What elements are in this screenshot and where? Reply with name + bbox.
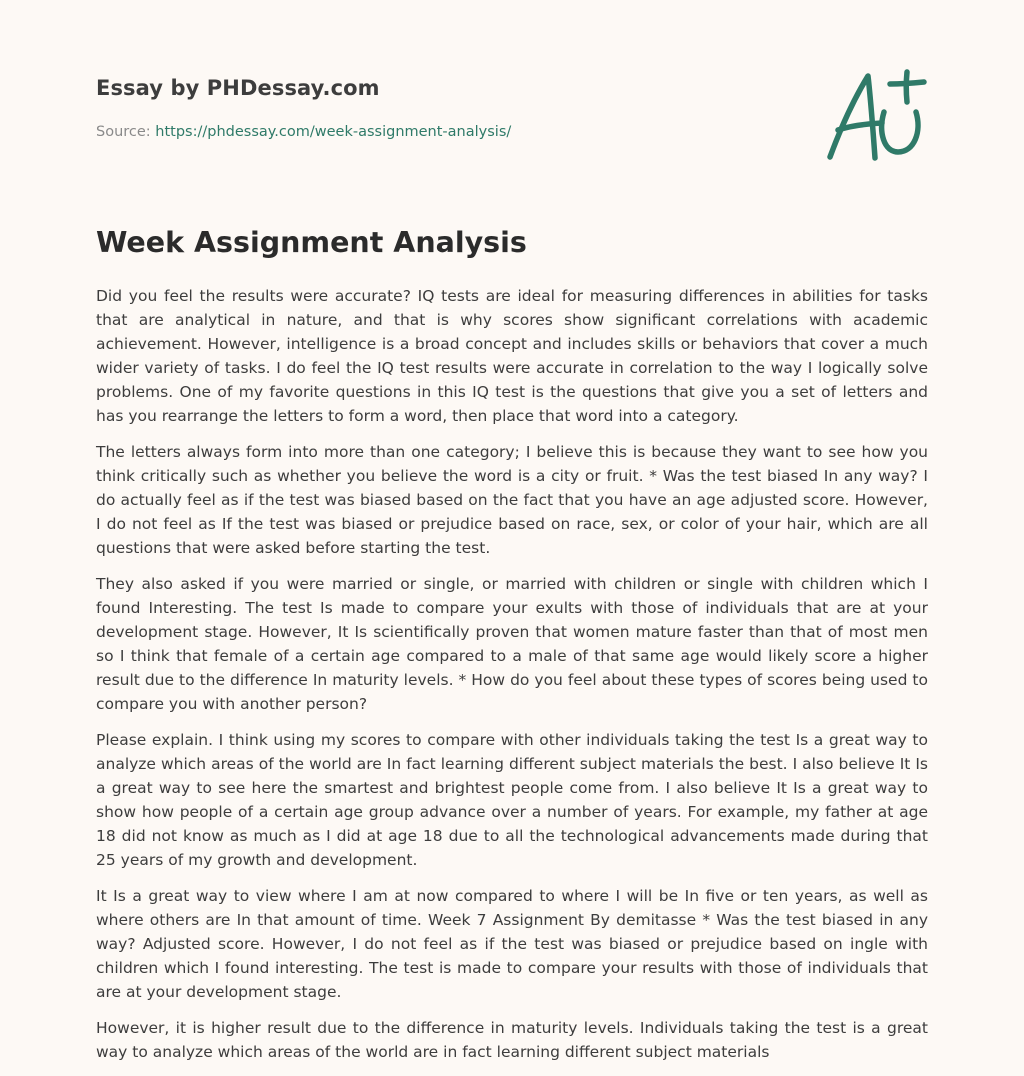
essay-paragraph: The letters always form into more than one category; I believe this is because they want to see how you think critically such as whether you believe the word is a city or fruit. * Was the test biased In any way? I do actually feel as if the test was biased based on the fact that you have an age adjusted score. However, I do not feel as If the test was biased or prejudice based on race, sex, or color of your hair, which are all questions that were asked before starting the test. <box>96 443 928 557</box>
essay-paragraph: However, it is higher result due to the difference in maturity levels. Individuals taking the test is a great way to analyze which areas of the world are in fact learning different subject materials <box>96 1019 928 1061</box>
site-title: Essay by PHDessay.com <box>96 76 380 100</box>
essay-paragraph: Please explain. I think using my scores to compare with other individuals taking the test Is a great way to analyze which areas of the world are In fact learning different subject materials the best. I also believe It Is a great way to see here the smartest and brightest people come from. I also believe It Is a great way to show how people of a certain age group advance over a number of years. For example, my father at age 18 did not know as much as I did at age 18 due to all the technological advancements made during that 25 years of my growth and development. <box>96 731 928 869</box>
a-plus-grade-icon <box>818 68 930 166</box>
essay-body <box>96 284 928 1076</box>
source-link[interactable]: https://phdessay.com/week-assignment-analysis/ <box>155 124 512 140</box>
essay-paragraph: They also asked if you were married or single, or married with children or single with children which I found Interesting. The test Is made to compare your exults with those of individuals that are at your development stage. However, It Is scientifically proven that women mature faster than that of most men so I think that female of a certain age compared to a male of that same age would likely score a higher result due to the difference In maturity levels. * How do you feel about these types of scores being used to compare you with another person? <box>96 575 928 713</box>
source-label: Source: <box>96 124 156 140</box>
source-line <box>96 124 511 140</box>
essay-paragraph: Did you feel the results were accurate? IQ tests are ideal for measuring differences in abilities for tasks that are analytical in nature, and that is why scores show significant correlations with academic achievement. However, intelligence is a broad concept and includes skills or behaviors that cover a much wider variety of tasks. I do feel the IQ test results were accurate in correlation to the way I logically solve problems. One of my favorite questions in this IQ test is the questions that give you a set of letters and has you rearrange the letters to form a word, then place that word into a category. <box>96 287 928 425</box>
essay-paragraph: It Is a great way to view where I am at now compared to where I will be In five or ten years, as well as where others are In that amount of time. Week 7 Assignment By demitasse * Was the test biased in any way? Adjusted score. However, I do not feel as if the test was biased or prejudice based on ingle with children which I found interesting. The test is made to compare your results with those of individuals that are at your development stage. <box>96 887 928 1001</box>
essay-title: Week Assignment Analysis <box>96 226 527 259</box>
